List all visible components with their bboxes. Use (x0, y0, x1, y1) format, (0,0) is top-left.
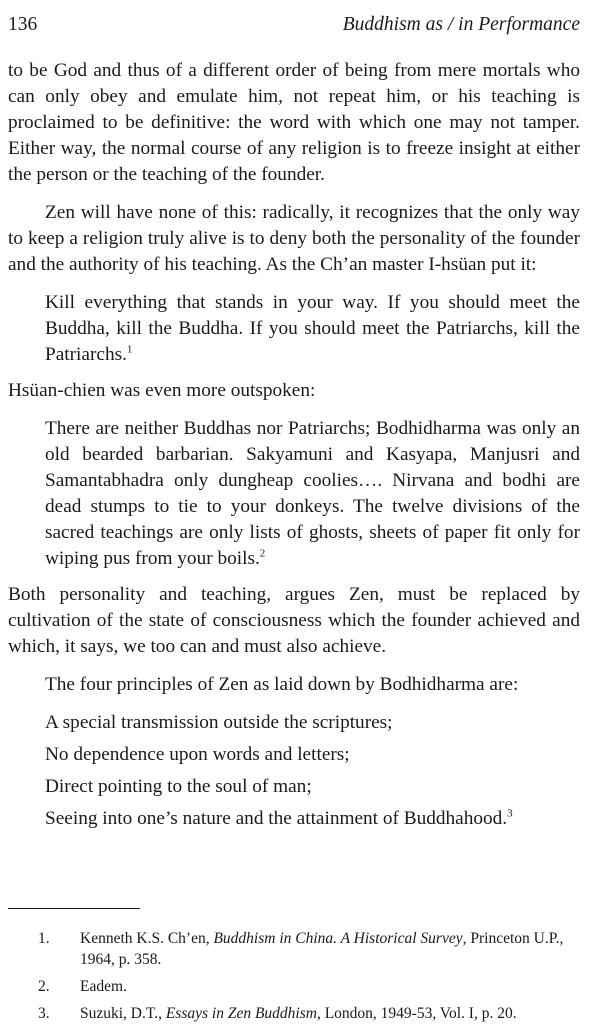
principle-4-text: Seeing into one’s nature and the attainment of Buddhahood. (45, 808, 508, 829)
footnote-text: Kenneth K.S. Ch’en, Buddhism in China. A Historical Survey, Princeton U.P., 1964, p. 358. (80, 930, 564, 968)
footnote (8, 928, 580, 970)
footnote (8, 1003, 580, 1024)
block-quote-1 (8, 290, 580, 368)
paragraph-4: Both personality and teaching, argues Zen, must be replaced by cultivation of the state of consciousness which the founder achieved and which, it says, we too can and must also achieve. (8, 584, 580, 657)
footnote-text: Eadem. (80, 978, 127, 995)
principles-list (8, 710, 580, 832)
paragraph-3: Hsüan-chien was even more outspoken: (8, 380, 316, 401)
quote-2-text: There are neither Buddhas nor Patriarchs; Bodhidharma was only an old bearded barbarian. Sakyamuni and Kasyapa, Manjusri and Samantabhadra only dungheap coolies…. Nirvana and bodhi are dead stumps to tie to your donkeys. The twelve divisions of the sacred teachings are only lists of ghosts, sheets of paper fit only for wiping pus from your boils. (45, 418, 580, 569)
paragraph-1: to be God and thus of a different order of being from mere mortals who can only obey and emulate him, not repeat him, or his teaching is proclaimed to be definitive: the word with which one may not tamper. Either way, the normal course of any religion is to freeze insight at either the person or the teaching of the founder. (8, 60, 580, 185)
quote-1-text: Kill everything that stands in your way. If you should meet the Buddha, kill the Buddha. If you should meet the Patriarchs, kill the Patriarchs. (45, 292, 580, 365)
footnote-divider (8, 908, 140, 909)
footnote-ref-1[interactable]: 1 (126, 343, 133, 356)
page-number: 136 (8, 14, 38, 35)
footnote-number: 2. (38, 978, 50, 995)
footnote-number: 3. (38, 1005, 50, 1022)
footnote-text: Suzuki, D.T., Essays in Zen Buddhism, London, 1949-53, Vol. I, p. 20. (80, 1005, 517, 1022)
principle-item: No dependence upon words and letters; (45, 744, 350, 765)
footnote-ref-2[interactable]: 2 (259, 547, 266, 560)
block-quote-2 (8, 416, 580, 572)
footnote-number: 1. (38, 930, 50, 947)
footnote (8, 976, 580, 997)
principle-item: A special transmission outside the scriptures; (45, 712, 393, 733)
main-text (8, 58, 580, 838)
principle-item: Direct pointing to the soul of man; (45, 776, 312, 797)
paragraph-2: Zen will have none of this: radically, it recognizes that the only way to keep a religion truly alive is to deny both the personality of the founder and the authority of his teaching. As the Ch’an master I-hsüan put it: (8, 202, 580, 275)
footnotes (8, 928, 580, 1030)
paragraph-5: The four principles of Zen as laid down by Bodhidharma are: (45, 674, 519, 695)
principle-item (45, 806, 580, 832)
running-title: Buddhism as / in Performance (342, 14, 580, 35)
footnote-ref-3[interactable]: 3 (507, 807, 513, 820)
running-header (8, 14, 580, 44)
